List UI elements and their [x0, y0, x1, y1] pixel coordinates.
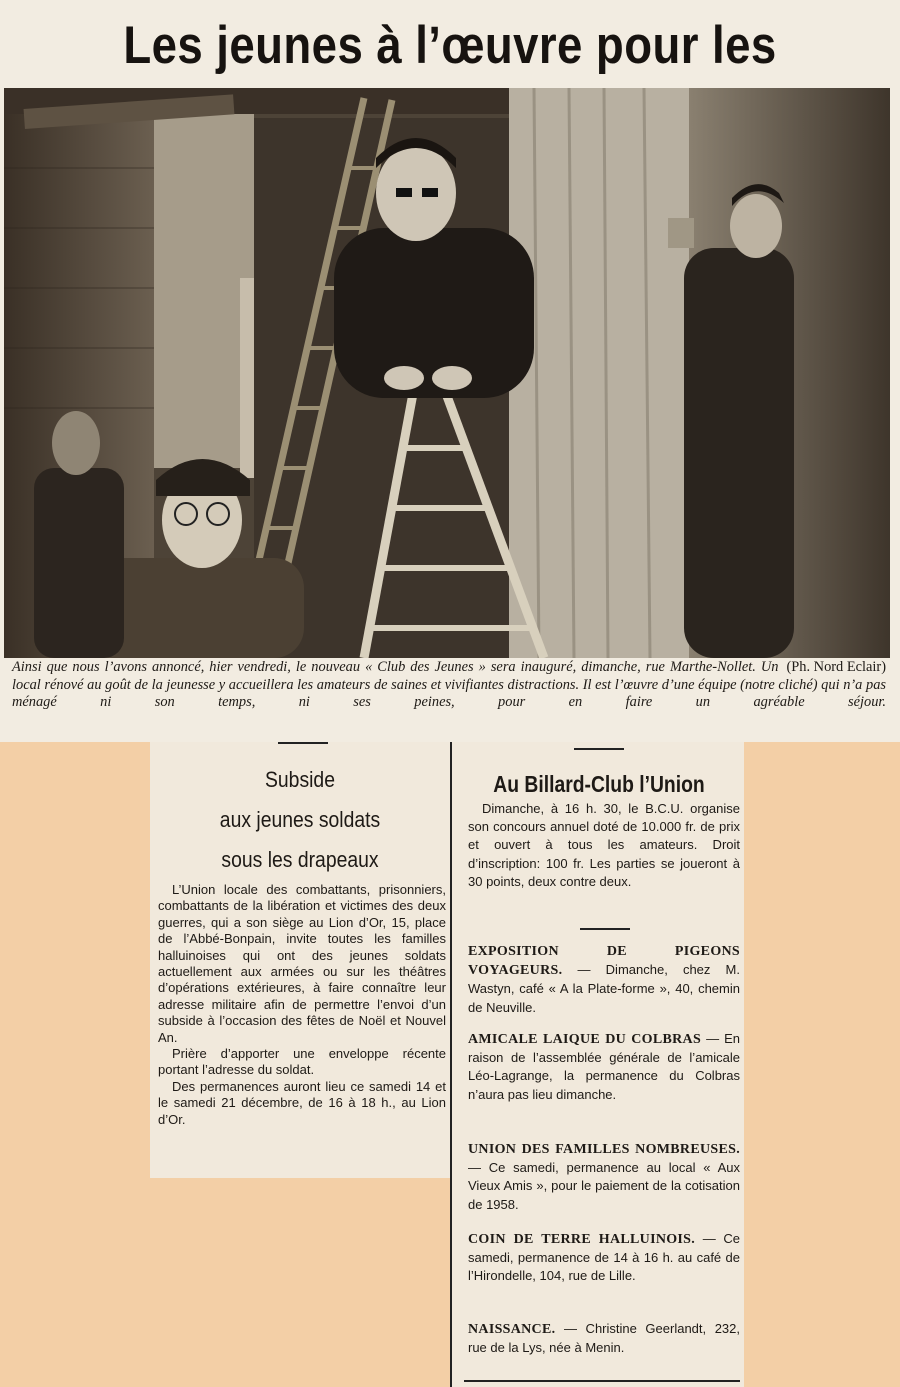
local-news-column — [450, 742, 744, 1387]
notice-coin-de-terre — [468, 1230, 740, 1286]
subside-paragraph: Prière d’apporter une enveloppe récente portant l’adresse du soldat. — [158, 1046, 446, 1078]
subside-title-line: sous les drapeaux — [221, 847, 379, 872]
notice-head: EXPOSITION DE PIGEONS VOYAGEURS. — [468, 944, 740, 979]
subside-body — [158, 882, 446, 1128]
notice-amicale — [468, 1030, 740, 1104]
subside-title-line: aux jeunes soldats — [219, 807, 381, 832]
subside-article — [150, 742, 450, 1178]
notice-naissance — [468, 1320, 740, 1357]
photo-caption — [12, 659, 886, 741]
subside-title-line: Subside — [265, 767, 335, 792]
subside-paragraph: L’Union locale des combattants, prisonniers, combattants de la libération et victimes des deux guerres, qui a son siège au Lion d’Or, 15, place de l’Abbé-Bonpain, invite toutes les familles halluinoises qui ont des jeunes soldats actuellement aux armées ou sur les théâtres d’opérations extérieures, à faire connaître leur adresse militaire afin de permettre l’envoi d’un subside à l’occasion des fêtes de Noël et Nouvel An. — [158, 882, 446, 1045]
caption-text: Ainsi que nous l’avons annoncé, hier vendredi, le nouveau « Club des Jeunes » sera inauguré, dimanche, rue Marthe-Nollet. Un local rénové au goût de la jeunesse y accueillera les amateurs de saines et vivifiantes distractions. Il est l’œuvre d’une équipe (notre cliché) qui n’a pas ménagé ni son temps, ni ses peines, pour en faire un agréable séjour. — [12, 659, 886, 710]
notice-text: — Dimanche, chez M. Wastyn, café « A la Plate-forme », 40, chemin de Neuville. — [468, 962, 740, 1015]
notice-head: NAISSANCE. — [468, 1322, 556, 1337]
notice-familles — [468, 1140, 740, 1214]
divider — [580, 928, 630, 930]
divider — [464, 1380, 740, 1382]
billard-title: Au Billard-Club l’Union — [493, 771, 705, 797]
notice-head: COIN DE TERRE HALLUINOIS. — [468, 1232, 696, 1247]
photo-credit: (Ph. Nord Eclair) — [786, 659, 886, 675]
subside-paragraph: Des permanences auront lieu ce samedi 14 et le samedi 21 décembre, de 16 à 18 h., au Lion d’Or. — [158, 1078, 446, 1127]
notice-text: — Ce samedi, permanence au local « Aux Vieux Amis », pour le paiement de la cotisation de 1958. — [468, 1160, 740, 1212]
photo-illustration — [4, 88, 890, 658]
notice-head: UNION DES FAMILLES NOMBREUSES. — [468, 1142, 740, 1157]
divider — [574, 748, 624, 750]
notice-text: — En raison de l’assemblée générale de l’amicale Léo-Lagrange, la permanence du Colbras n’aura pas lieu dimanche. — [468, 1031, 740, 1102]
headline: Les jeunes à l’œuvre pour les — [123, 16, 777, 75]
notice-text: — Ce samedi, permanence de 14 à 16 h. au café de l’Hirondelle, 104, rue de Lille. — [468, 1231, 740, 1284]
billard-body: Dimanche, à 16 h. 30, le B.C.U. organise son concours annuel doté de 10.000 fr. de prix et ouvert à tous les amateurs. Droit d’inscription: 100 fr. Les parties se joueront à 30 points, deux contre deux. — [468, 801, 740, 889]
news-photo — [4, 88, 890, 658]
notice-head: AMICALE LAIQUE DU COLBRAS — [468, 1032, 702, 1047]
divider — [278, 742, 328, 744]
notice-pigeons — [468, 942, 740, 1017]
notice-text: — Christine Geerlandt, 232, rue de la Lys, née à Menin. — [468, 1321, 740, 1356]
subside-title — [168, 760, 432, 880]
